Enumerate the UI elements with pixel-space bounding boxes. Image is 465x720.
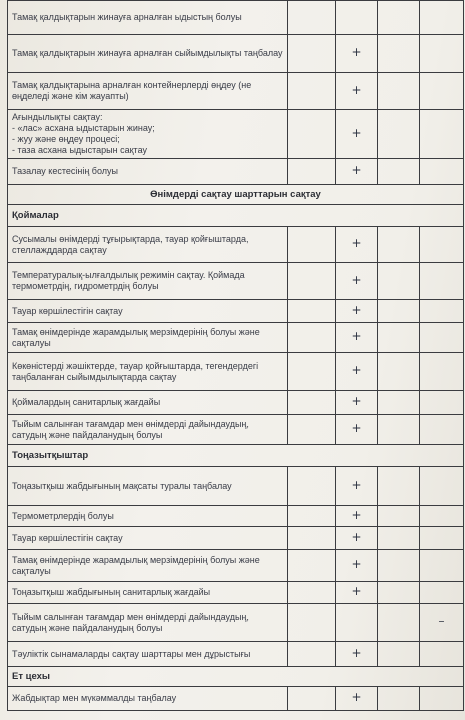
column-cell <box>420 300 464 323</box>
column-cell <box>288 391 336 415</box>
column-cell <box>288 506 336 527</box>
column-cell <box>288 300 336 323</box>
mark-symbol: + <box>351 236 362 250</box>
column-cell <box>288 323 336 353</box>
table-row <box>8 467 464 506</box>
requirement-text: Сусымалы өнімдерді тұғырықтарда, тауар қойғыштарда, стеллажддарда сақтау <box>8 227 288 263</box>
requirement-text: Тоңазытқыш жабдығының санитарлық жағдайы <box>8 582 288 604</box>
column-cell <box>420 550 464 582</box>
column-cell <box>420 604 464 642</box>
requirement-text: Ағындылықты сақтау: - «лас» асхана ыдыстарын жинау; - жуу және өңдеу процесі; - таза асхана ыдыстарын сақтау <box>8 110 288 159</box>
mark-symbol: + <box>351 302 362 317</box>
column-cell <box>288 642 336 667</box>
column-cell <box>420 35 464 73</box>
column-cell <box>288 110 336 159</box>
table-row <box>8 550 464 582</box>
column-cell <box>420 642 464 667</box>
column-cell <box>420 582 464 604</box>
table-row <box>8 415 464 445</box>
column-cell <box>420 227 464 263</box>
requirement-text: Көкөністерді жәшіктерде, тауар қойғыштарда, тегендердегі таңбаланған сыйымдылықтарда сақтау <box>8 353 288 391</box>
table-row <box>8 227 464 263</box>
handwritten-mark <box>336 1 378 35</box>
column-cell <box>420 159 464 185</box>
mark-symbol: + <box>351 125 362 140</box>
table-row <box>8 159 464 185</box>
handwritten-mark <box>336 550 378 582</box>
mark-symbol: + <box>351 477 362 492</box>
column-cell <box>420 73 464 110</box>
requirement-text: Тыйым салынған тағамдар мен өнімдерді дайындаудың, сатудың және пайдаланудың болуы <box>8 415 288 445</box>
column-cell <box>378 550 420 582</box>
mark-symbol: + <box>351 163 362 177</box>
handwritten-mark <box>336 110 378 159</box>
table-row <box>8 391 464 415</box>
requirement-text: Тоңазытқыш жабдығының мақсаты туралы таңбалау <box>8 467 288 506</box>
subsection-heading <box>8 205 464 227</box>
column-cell <box>288 527 336 550</box>
table-row <box>8 1 464 35</box>
column-cell <box>420 1 464 35</box>
column-cell <box>378 687 420 711</box>
handwritten-mark <box>336 35 378 73</box>
table-row <box>8 73 464 110</box>
column-cell <box>288 73 336 110</box>
column-cell <box>288 353 336 391</box>
column-cell <box>378 415 420 445</box>
column-cell <box>378 300 420 323</box>
column-cell <box>378 391 420 415</box>
column-cell <box>420 263 464 300</box>
mark-symbol: + <box>351 690 362 704</box>
mark-symbol: + <box>351 329 362 343</box>
table-row <box>8 300 464 323</box>
mark-symbol: + <box>351 529 362 544</box>
subsection-heading-label: Ет цехы <box>8 667 464 687</box>
handwritten-mark <box>336 604 378 642</box>
requirement-text: Тауар көршілестігін сақтау <box>8 527 288 550</box>
column-cell <box>288 467 336 506</box>
handwritten-mark <box>336 263 378 300</box>
mark-symbol: + <box>351 45 362 59</box>
requirement-text: Тамақ өнімдерінде жарамдылық мерзімдерінің болуы және сақталуы <box>8 550 288 582</box>
requirement-text: Жабдықтар мен мүкәммалды таңбалау <box>8 687 288 711</box>
column-cell <box>378 527 420 550</box>
requirement-text: Термометрлердің болуы <box>8 506 288 527</box>
column-cell <box>378 1 420 35</box>
table-row <box>8 642 464 667</box>
mark-symbol: + <box>351 584 362 598</box>
requirement-text: Тауар көршілестігін сақтау <box>8 300 288 323</box>
column-cell <box>420 353 464 391</box>
inspection-checklist-table <box>7 0 464 711</box>
column-cell <box>378 263 420 300</box>
handwritten-mark <box>336 300 378 323</box>
subsection-heading <box>8 667 464 687</box>
mark-symbol: + <box>351 82 362 97</box>
column-cell <box>378 110 420 159</box>
handwritten-mark <box>336 467 378 506</box>
requirement-text: Тамақ қалдықтарын жинауға арналған ыдыстың болуы <box>8 1 288 35</box>
requirement-text: Тазалау кестесінің болуы <box>8 159 288 185</box>
requirement-text: Температуралық-ылғалдылық режимін сақтау. Қоймада термометрдің, гидрометрдің болуы <box>8 263 288 300</box>
requirement-text: Тамақ қалдықтарына арналған контейнерлерді өңдеу (не өңделеді және кім жауапты) <box>8 73 288 110</box>
column-cell <box>420 391 464 415</box>
column-cell <box>378 467 420 506</box>
table-row <box>8 687 464 711</box>
column-cell <box>378 159 420 185</box>
handwritten-mark <box>336 527 378 550</box>
column-cell <box>288 415 336 445</box>
column-cell <box>288 159 336 185</box>
subsection-heading-label: Тоңазытқыштар <box>8 445 464 467</box>
handwritten-mark <box>336 159 378 185</box>
table-row <box>8 527 464 550</box>
column-cell <box>378 506 420 527</box>
column-cell <box>420 527 464 550</box>
column-cell <box>378 323 420 353</box>
requirement-text: Тамақ өнімдерінде жарамдылық мерзімдерінің болуы және сақталуы <box>8 323 288 353</box>
column-cell <box>378 353 420 391</box>
mark-symbol: + <box>351 557 362 571</box>
mark-symbol: + <box>351 272 362 287</box>
mark-symbol: + <box>351 421 362 435</box>
column-cell <box>420 323 464 353</box>
column-cell <box>378 227 420 263</box>
mark-symbol: + <box>351 645 362 660</box>
column-cell <box>378 73 420 110</box>
table-row <box>8 604 464 642</box>
table-row <box>8 353 464 391</box>
mark-symbol: + <box>351 394 362 408</box>
column-cell <box>288 550 336 582</box>
column-cell <box>420 110 464 159</box>
column-cell <box>288 582 336 604</box>
handwritten-mark <box>336 506 378 527</box>
handwritten-mark <box>336 642 378 667</box>
column-cell <box>378 604 420 642</box>
column-cell <box>288 687 336 711</box>
handwritten-mark <box>336 582 378 604</box>
handwritten-mark <box>336 73 378 110</box>
table-row <box>8 323 464 353</box>
requirement-text: Қоймалардың санитарлық жағдайы <box>8 391 288 415</box>
subsection-heading-label: Қоймалар <box>8 205 464 227</box>
column-cell <box>378 35 420 73</box>
dash-mark: – <box>438 614 445 628</box>
mark-symbol: + <box>351 507 362 522</box>
requirement-text: Тәуліктік сынамаларды сақтау шарттары мен дұрыстығы <box>8 642 288 667</box>
table-row <box>8 110 464 159</box>
column-cell <box>288 604 336 642</box>
column-cell <box>378 582 420 604</box>
table-row <box>8 263 464 300</box>
column-cell <box>420 506 464 527</box>
handwritten-mark <box>336 323 378 353</box>
requirement-text: Тамақ қалдықтарын жинауға арналған сыйымдылықты таңбалау <box>8 35 288 73</box>
handwritten-mark <box>336 415 378 445</box>
column-cell <box>288 227 336 263</box>
column-cell <box>420 415 464 445</box>
handwritten-mark <box>336 687 378 711</box>
handwritten-mark <box>336 227 378 263</box>
column-cell <box>420 467 464 506</box>
requirement-text: Тыйым салынған тағамдар мен өнімдерді дайындаудың, сатудың және пайдаланудың болуы <box>8 604 288 642</box>
column-cell <box>288 1 336 35</box>
column-cell <box>288 263 336 300</box>
handwritten-mark <box>336 391 378 415</box>
mark-symbol: + <box>351 363 362 377</box>
table-row <box>8 35 464 73</box>
section-heading-label: Өнімдерді сақтау шарттарын сақтау <box>8 185 464 205</box>
table-row <box>8 582 464 604</box>
column-cell <box>378 642 420 667</box>
subsection-heading <box>8 445 464 467</box>
section-heading <box>8 185 464 205</box>
table-row <box>8 506 464 527</box>
handwritten-mark <box>336 353 378 391</box>
column-cell <box>288 35 336 73</box>
column-cell <box>420 687 464 711</box>
